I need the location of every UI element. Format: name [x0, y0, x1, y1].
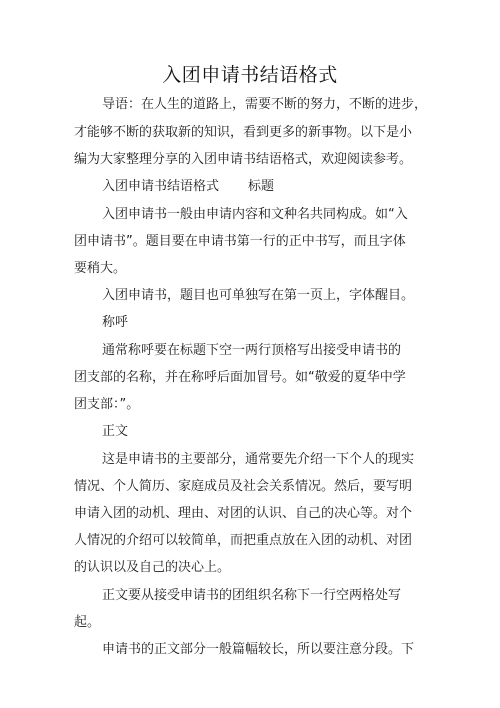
- intro-line-3: 编为大家整理分享的入团申请书结语格式，欢迎阅读参考。: [74, 152, 413, 167]
- title-para-line-2: 团申请书”。题目要在申请书第一行的正中书写，而且字体: [74, 234, 406, 249]
- document-title: 入团申请书结语格式: [162, 64, 338, 86]
- body-para3-line-1: 申请书的正文部分一般篇幅较长，所以要注意分段。下: [102, 642, 415, 657]
- salutation-para-line-1: 通常称呼要在标题下空一两行顶格写出接受申请书的: [102, 343, 402, 358]
- intro-line-1: 导语：在人生的道路上，需要不断的努力，不断的进步，: [102, 97, 428, 112]
- body-para-line-3: 申请入团的动机、理由、对团的认识、自己的决心等。对个: [74, 506, 413, 521]
- body-para2-line-1: 正文要从接受申请书的团组织名称下一行空两格处写: [102, 588, 402, 603]
- title-para2-line-1: 入团申请书，题目也可单独写在第一页上，字体醒目。: [102, 288, 415, 303]
- body-para-line-2: 情况、个人简历、家庭成员及社会关系情况。然后，要写明: [74, 479, 413, 494]
- title-para-line-1: 入团申请书一般由申请内容和文种名共同构成。如“入: [102, 207, 408, 222]
- body-para-line-5: 的认识以及自己的决心上。: [74, 560, 231, 575]
- section-heading-format: 入团申请书结语格式: [102, 179, 220, 194]
- section-heading-title: 标题: [248, 179, 275, 194]
- section-heading-salutation: 称呼: [102, 315, 129, 330]
- body-para-line-1: 这是申请书的主要部分，通常要先介绍一下个人的现实: [102, 452, 415, 467]
- body-para2-line-2: 起。: [74, 615, 101, 630]
- body-para-line-4: 人情况的介绍可以较简单，而把重点放在入团的动机、对团: [74, 533, 413, 548]
- section-heading-body: 正文: [102, 424, 129, 439]
- salutation-para-line-3: 团支部：”。: [74, 397, 140, 412]
- title-para-line-3: 要稍大。: [74, 261, 127, 276]
- intro-line-2: 才能够不断的获取新的知识，看到更多的新事物。以下是小: [74, 125, 413, 140]
- salutation-para-line-2: 团支部的名称，并在称呼后面加冒号。如“敬爱的夏华中学: [74, 370, 406, 385]
